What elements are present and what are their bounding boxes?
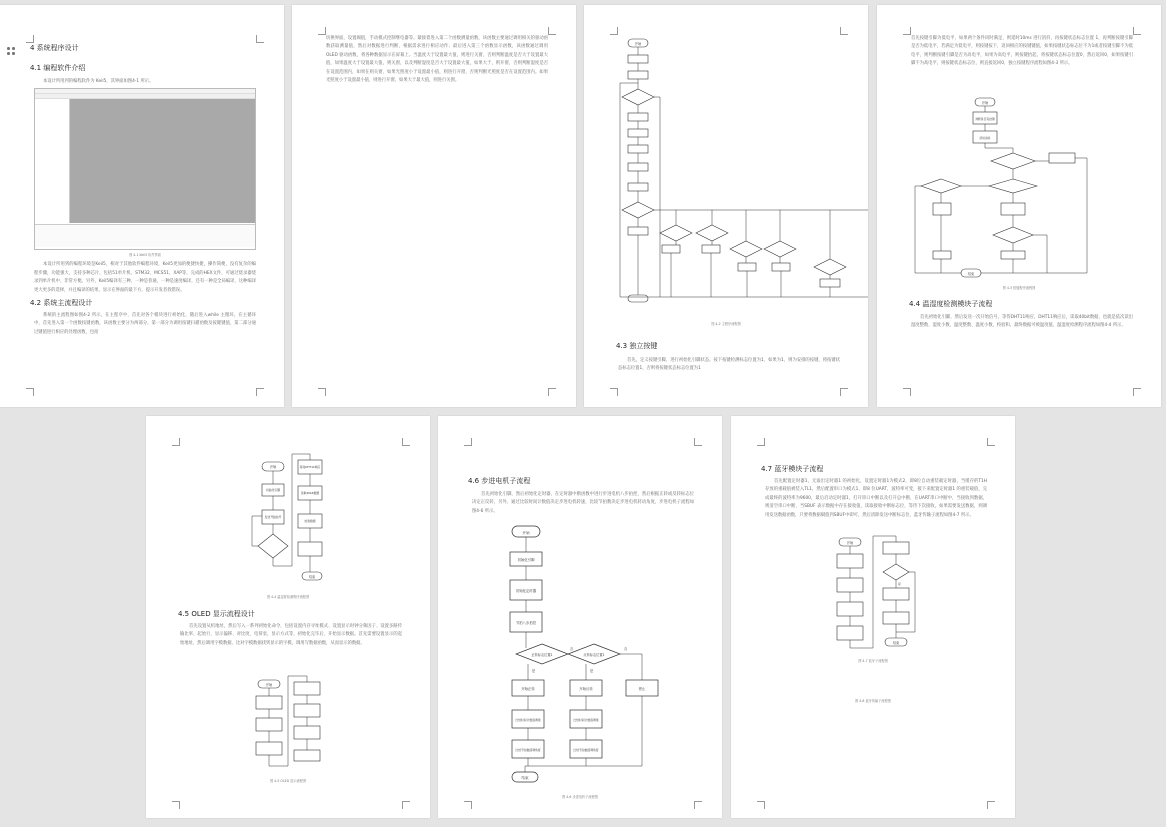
flowchart-node-label: 比较时间计数值调速	[515, 718, 541, 722]
flowchart-end-label: 结束	[892, 641, 900, 645]
figure-caption: 图 4-4 温湿度检测程序流程图	[266, 595, 310, 599]
document-page-7	[731, 416, 1015, 818]
bluetooth-flowchart	[731, 416, 1015, 818]
flowchart-node-label: 延时消抖	[979, 136, 991, 140]
flowchart-start-label: 开始	[981, 101, 989, 105]
flowchart-end-label: 结束	[967, 272, 975, 276]
paragraph: 本设计所用到的编程环境是Keil5，相对于其他软件编程环境，Keil5更加的便捷快捷，操作简便，没有复杂的编程步骤，功能强大，支持多种芯片，包括51单片机、STM32、MCS51、XAP等，完成的HEX文件，可通过烧录器烧录到单片机中，非常方便。另外，Keil5编译有三种，一种是普通，一种是速度编译，还有一种是全局编译，这种编译更大更多的选择，并且编译的结果，显示在界面的最下方，提示开发者找错误。	[34, 262, 256, 293]
figure-caption: 图 4-8 蓝牙传输子流程图	[855, 699, 891, 703]
ide-build-output	[35, 224, 255, 247]
page-2-text-area	[326, 35, 548, 388]
heading-4-2: 4.2 系统主流程设计	[30, 299, 93, 308]
drag-handle-icon[interactable]	[7, 47, 17, 57]
flowchart-yes-label: 是	[898, 582, 901, 586]
heading-4-1: 4.1 编程软件介绍	[30, 64, 86, 72]
flowchart-node-label: 判断是否有按键	[975, 117, 995, 121]
flowchart-start-label: 开始	[269, 465, 277, 469]
heading-4-6: 4.6 步进电机子流程	[468, 477, 531, 485]
paragraph: 首先，定义按键引脚，进行初始化引脚状态。按下按键检测标志位置为1，如果为1，则为安排的按键，将按键状态标志位置1，否则将按键状态标志位置为1	[618, 358, 840, 372]
key-flowchart	[877, 5, 1161, 407]
flowchart-node-label: 开始正转	[521, 687, 535, 691]
flowchart-no-label: 否	[624, 647, 628, 651]
flowchart-end-label: 结束	[308, 575, 316, 579]
paragraph: 首先设置从机地址，然后写入一系列初始化命令，包括设置内存寻址模式、设置显示时钟分频因子、设置多路传输比率、起始行、显示偏移、对比度、电荷泵，显示方式等，初始化完毕后，开始显示数据。首先需要设置显示的起始地址，然后调用字模数据，比对字模数据找到显示的字模，调用写数据函数，从而显示的数据。	[180, 624, 402, 646]
document-page-2	[292, 5, 576, 407]
flowchart-node-label: 读取40bit数据	[300, 491, 320, 495]
flowchart-decision-label: 正转标志位置1	[531, 653, 553, 657]
figure-caption: 图 4-7 蓝牙子流程图	[858, 659, 888, 663]
heading-4-4: 4.4 温湿度检测模块子流程	[909, 300, 993, 308]
figure-caption: 图 4-2 主程序流程图	[711, 322, 741, 326]
flowchart-decision-label: 反转标志位置1	[583, 653, 605, 657]
flowchart-node-label: 初始化定时器	[515, 589, 537, 593]
flowchart-node-label: 比较节拍数值调角度	[515, 748, 541, 752]
document-page-4	[877, 5, 1161, 407]
flowchart-node-label: 节拍八步拍控	[515, 621, 537, 625]
flowchart-node-label: 比较节拍数值调角度	[573, 748, 599, 752]
paragraph: 首先配置定时器1，无溢出定时器1 的初始化，设置定时器1为模式2，即8位自动重装载定时器，当缓存的T1H 存放的重载值被装入TL1，然后配置串口为模式1，即8 位UART，波特率可变，接下来配置定时器1 的重装载值，完成最终的波特率为9600，最后启动定时器1，打开串口中断以及打开总中断，在UART串口中断中，当接收到数据，则清空串口中断，当SBUF 表示数据中存在接收值，读取接收中断标志位，等待下次接收，如果需要发送数据，则调用发送数据函数，只要将数据赋值到SBUF中即可，然后清除发送中断标志位，蓝牙传输子流程如图4-7 所示。	[765, 479, 987, 518]
ide-project-panel	[35, 99, 70, 223]
flowchart-node-label: 校验数据	[304, 519, 316, 523]
heading-4: 4 系统程序设计	[30, 44, 79, 52]
figure-caption: 图 4-5 OLED 显示流程图	[269, 779, 307, 783]
flowchart-yes-label: 是	[532, 669, 536, 673]
paragraph: 系统的主流程图如图4-2 所示。在主程序中，首先对各个模块进行初始化，随后进入while 主循环，在主循环中，首先进入第一个函数按键函数，该函数主要分为两部分，第一部分为调用按键扫描函数及按键键值，第二部分通过键值进行相应的处理函数，包括	[34, 313, 256, 335]
document-page-3	[584, 5, 868, 407]
flowchart-node-label: 初始化引脚	[266, 488, 280, 492]
flowchart-end-label: 结束	[521, 776, 529, 780]
stepper-motor-flowchart	[438, 416, 722, 818]
figure-caption: 图 4-3 按键程序流程图	[1002, 286, 1036, 290]
flowchart-start-label: 开始	[265, 683, 273, 687]
document-page-6	[438, 416, 722, 818]
flowchart-start-label: 开始	[634, 42, 642, 46]
paragraph: 本设计所用到的编程软件为 Keil5，其界面如图4-1 所示。	[43, 79, 154, 84]
flowchart-node-label: 初始化引脚	[517, 558, 535, 562]
heading-4-3: 4.3 独立按键	[616, 342, 658, 350]
paragraph: 首先按键引脚为低电平，如果两个条件同时满足，则延时10ms 进行消抖，再按键状态标志位置 1，再判断按键引脚是否为低电平，若满足为低电平，则按键按下，返回相应的按键键值，如果按键状态标志位不为1或者按键引脚不为低电平，则判断按键引脚是否为高电平，如果为高电平，则按键抬起，将按键状态标志位置0，然后返回0，如果按键引脚不为高电平，则按键状态标志位，则直接返回0，独立按键程序流程如图4-3 所示。	[911, 36, 1133, 67]
figure-caption: 图 4-1 Keil5 软件界面	[129, 253, 161, 258]
keil5-screenshot	[34, 88, 256, 250]
heading-4-5: 4.5 OLED 显示流程设计	[178, 610, 255, 618]
flowchart-node-label: 停止	[638, 687, 646, 691]
paragraph: 首先初始化引脚，然后发送一次开始信号，等待DHT11响应，DHT11响应后，读取40bit数据，也就是依次读出湿度整数、湿度小数、温度整数、温度小数、校验和，最终数据可被温度值，温湿度检测程序流程如图4-4 所示。	[911, 315, 1133, 329]
flowchart-node-label: 比较时间计数值调速	[573, 718, 599, 722]
flowchart-no-label: 否	[570, 647, 574, 651]
flowchart-yes-label: 是	[590, 669, 594, 673]
figure-caption: 图 4-6 步进电机子流程图	[562, 795, 598, 799]
flowchart-start-label: 开始	[522, 531, 530, 535]
flowchart-node-label: 等待DHT11响应	[299, 465, 321, 469]
paragraph: 切换界面，设置阈值，手动模式控制继电器等。紧接着进入第二个函数测量函数，该函数主要通过调用相关的驱动函数获取测量值，然后对数据进行判断，根据需求进行相应动作；最后进入第三个函数显示函数，该函数通过调用OLED 驱动函数，将各种数据显示在屏幕上。当温度大于设置最大值，则进行关窗，否则判断温度是否大于设置最大值，如果温度大于设置最大值，则关窗，以及判断湿度是否大于设置最大值，如果大于，则开窗，否则判断湿度是否在设置范围内，如果在则关窗，如果光照度小于设置最小值，则进行开窗，否则判断光照度是否在设置范围内。如果光照度小于设置最小值，则进行开窗，如果大于最大值，则进行关窗。	[326, 36, 548, 84]
flowchart-node-label: 开始反转	[579, 687, 593, 691]
document-page-1	[0, 5, 284, 407]
document-page-5	[146, 416, 430, 818]
page-1-text-area	[30, 43, 256, 388]
ide-editor-area	[70, 99, 255, 223]
flowchart-node-label: 发送开始信号	[264, 515, 282, 519]
heading-4-7: 4.7 蓝牙模块子流程	[761, 465, 824, 473]
paragraph: 首先初始化引脚，然后初始化定时器，在定时器中断函数中进行步进电机八步拍控，然后根据正转或反转标志位决定正反转，另外，通过比较时间计数值决定步进电机转速，比较节拍数决定步进电机转动角度，步进电机子流程如图4-6 所示。	[472, 492, 694, 514]
flowchart-start-label: 开始	[846, 541, 854, 545]
